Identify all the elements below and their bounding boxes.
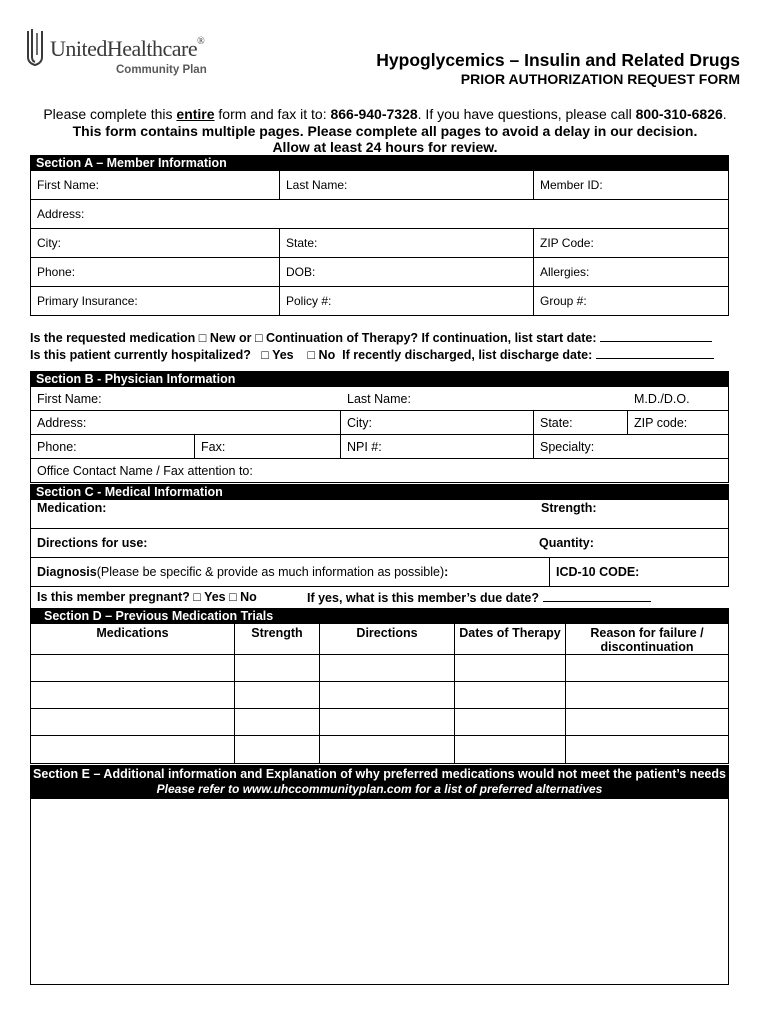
- section-e-note: Please refer to www.uhccommunityplan.com for a list of preferred alternatives: [156, 782, 603, 796]
- table-row: [30, 655, 729, 682]
- trial-medication-cell[interactable]: [31, 655, 235, 681]
- section-b-title: Section B - Physician Information: [30, 371, 729, 387]
- npi-field[interactable]: NPI #:: [341, 435, 534, 458]
- member-first-name-field[interactable]: First Name:: [31, 171, 280, 199]
- member-dob-field[interactable]: DOB:: [280, 258, 534, 286]
- pregnancy-row: [30, 587, 729, 609]
- col-strength: Strength: [235, 624, 320, 654]
- table-row: [30, 736, 729, 764]
- form-subtitle: PRIOR AUTHORIZATION REQUEST FORM: [460, 71, 740, 87]
- additional-info-textarea[interactable]: [30, 799, 729, 985]
- section-d-title: Section D – Previous Medication Trials: [30, 608, 729, 624]
- trial-directions-cell[interactable]: [320, 682, 455, 708]
- form-title: Hypoglycemics – Insulin and Related Drugs: [376, 50, 740, 70]
- trial-strength-cell[interactable]: [235, 736, 320, 763]
- member-last-name-field[interactable]: Last Name:: [280, 171, 534, 199]
- pregnant-question[interactable]: Is this member pregnant? □ Yes □ No: [37, 590, 257, 604]
- md-do-field[interactable]: M.D./D.O.: [634, 391, 690, 406]
- medication-status-question[interactable]: Is the requested medication □ New or □ Continuation of Therapy? If continuation, list start date:: [30, 330, 712, 345]
- unitedhealthcare-logo-icon: [26, 27, 44, 67]
- group-number-field[interactable]: Group #:: [540, 294, 587, 308]
- brand-name: UnitedHealthcare®: [50, 36, 205, 61]
- trial-directions-cell[interactable]: [320, 709, 455, 735]
- section-d: [30, 608, 729, 764]
- physician-last-name-field[interactable]: Last Name:: [347, 391, 411, 406]
- trial-directions-cell[interactable]: [320, 736, 455, 763]
- section-e: [30, 765, 729, 985]
- policy-number-field[interactable]: Policy #:: [280, 287, 534, 315]
- table-row: [30, 682, 729, 709]
- trial-reason-cell[interactable]: [566, 736, 728, 763]
- trial-dates-cell[interactable]: [455, 655, 566, 681]
- member-id-field[interactable]: Member ID:: [540, 178, 603, 192]
- office-contact-field[interactable]: Office Contact Name / Fax attention to:: [37, 463, 253, 478]
- section-e-title: Section E – Additional information and Explanation of why preferred medications would not meet the patient’s needs: [33, 767, 726, 781]
- trial-dates-cell[interactable]: [455, 682, 566, 708]
- physician-address-field[interactable]: Address:: [31, 411, 341, 434]
- intro-line-1: Please complete this entire form and fax it to: 866-940-7328. If you have questions, please call 800-310-6826.: [43, 106, 727, 122]
- intro-line-3: Allow at least 24 hours for review.: [272, 139, 498, 155]
- trial-medication-cell[interactable]: [31, 682, 235, 708]
- trial-strength-cell[interactable]: [235, 682, 320, 708]
- trial-medication-cell[interactable]: [31, 736, 235, 763]
- medication-field[interactable]: Medication:: [37, 501, 107, 515]
- col-directions: Directions: [320, 624, 455, 654]
- member-allergies-field[interactable]: Allergies:: [540, 265, 590, 279]
- specialty-field[interactable]: Specialty:: [540, 439, 595, 454]
- diagnosis-field[interactable]: Diagnosis (Please be specific & provide as much information as possible) :: [31, 558, 550, 586]
- quantity-field[interactable]: Quantity:: [539, 536, 594, 550]
- strength-field[interactable]: Strength:: [541, 501, 597, 515]
- physician-zip-field[interactable]: ZIP code:: [634, 415, 688, 430]
- col-reason-for-failure: Reason for failure / discontinuation: [590, 626, 704, 654]
- section-c: [30, 484, 729, 609]
- member-phone-field[interactable]: Phone:: [31, 258, 280, 286]
- col-dates-of-therapy: Dates of Therapy: [455, 624, 566, 654]
- trial-medication-cell[interactable]: [31, 709, 235, 735]
- intro-line-2: This form contains multiple pages. Please complete all pages to avoid a delay in our decision.: [72, 123, 698, 139]
- section-a: [30, 155, 729, 316]
- due-date-question[interactable]: If yes, what is this member’s due date?: [307, 590, 651, 605]
- trial-dates-cell[interactable]: [455, 709, 566, 735]
- trial-directions-cell[interactable]: [320, 655, 455, 681]
- section-b: [30, 371, 729, 483]
- section-a-title: Section A – Member Information: [30, 155, 729, 171]
- member-city-field[interactable]: City:: [31, 229, 280, 257]
- member-state-field[interactable]: State:: [280, 229, 534, 257]
- icd10-field[interactable]: ICD-10 CODE:: [556, 565, 640, 579]
- primary-insurance-field[interactable]: Primary Insurance:: [31, 287, 280, 315]
- section-e-header: [30, 765, 729, 799]
- physician-phone-field[interactable]: Phone:: [31, 435, 195, 458]
- member-zip-field[interactable]: ZIP Code:: [540, 236, 594, 250]
- trial-strength-cell[interactable]: [235, 709, 320, 735]
- trial-reason-cell[interactable]: [566, 682, 728, 708]
- trial-reason-cell[interactable]: [566, 709, 728, 735]
- brand-sub: Community Plan: [116, 64, 207, 76]
- table-row: [30, 709, 729, 736]
- physician-fax-field[interactable]: Fax:: [195, 435, 341, 458]
- col-medications: Medications: [31, 624, 235, 654]
- trial-dates-cell[interactable]: [455, 736, 566, 763]
- trial-reason-cell[interactable]: [566, 655, 728, 681]
- hospitalized-question[interactable]: Is this patient currently hospitalized? □ Yes □ No If recently discharged, list discharge date:: [30, 347, 714, 362]
- trial-strength-cell[interactable]: [235, 655, 320, 681]
- physician-city-field[interactable]: City:: [341, 411, 534, 434]
- member-address-field[interactable]: Address:: [37, 207, 85, 221]
- physician-state-field[interactable]: State:: [534, 411, 628, 434]
- section-c-title: Section C - Medical Information: [30, 484, 729, 500]
- physician-first-name-field[interactable]: First Name:: [37, 391, 102, 406]
- directions-field[interactable]: Directions for use:: [37, 536, 148, 550]
